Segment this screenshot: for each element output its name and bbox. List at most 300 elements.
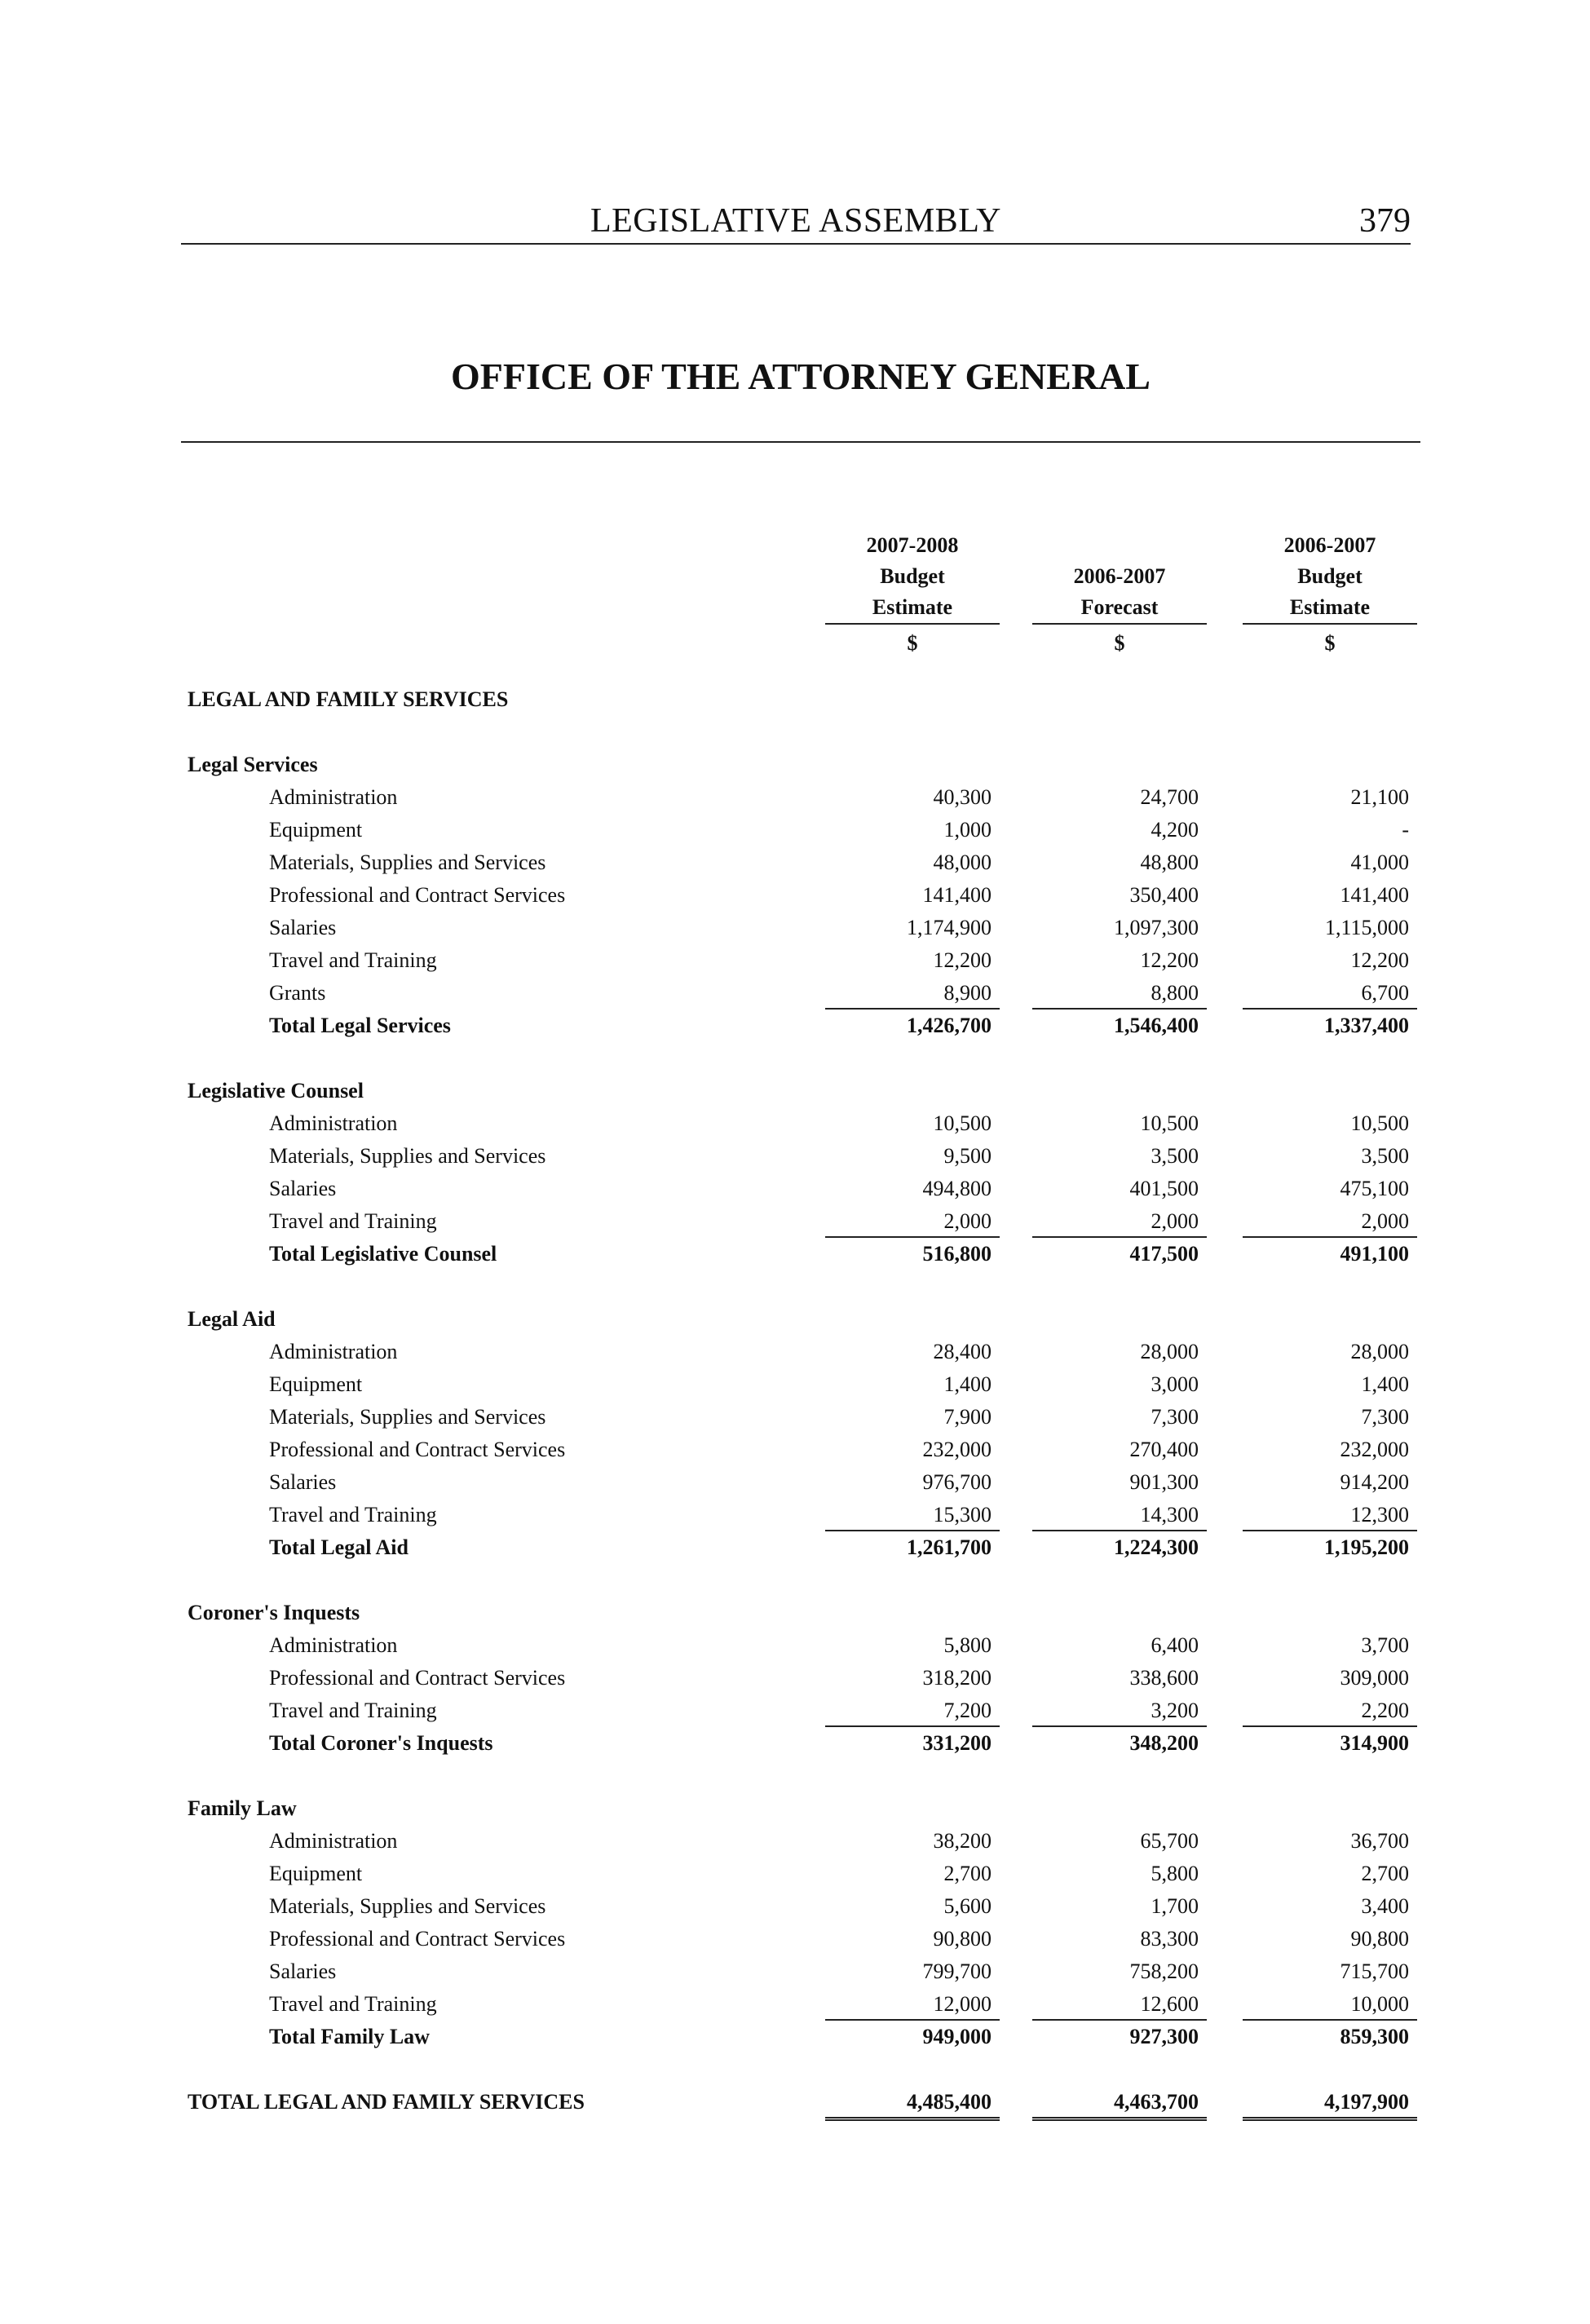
row-label-text: Equipment: [269, 818, 363, 842]
amount-cell: [1243, 1434, 1417, 1466]
amount-value: 5,800: [1151, 1862, 1199, 1885]
amount-cell: [825, 944, 1000, 977]
amount-cell: [1243, 1662, 1417, 1694]
total-row: [0, 1010, 1590, 1042]
table-row: [0, 846, 1590, 879]
group-heading: [0, 749, 1590, 781]
amount-cell: [1243, 1694, 1417, 1727]
amount-cell: [1243, 1727, 1417, 1760]
amount-value: -: [1402, 818, 1409, 842]
row-label-text: Administration: [269, 1829, 398, 1853]
amount-value: 40,300: [933, 785, 992, 809]
amount-value: 309,000: [1340, 1666, 1409, 1690]
amount-cell: [825, 1955, 1000, 1988]
table-row: [0, 1662, 1590, 1694]
table-row: [0, 1466, 1590, 1499]
amount-cell: [1032, 1890, 1207, 1923]
amount-cell: [1032, 1858, 1207, 1890]
running-header: [181, 199, 1411, 245]
amount-cell: [1243, 1336, 1417, 1368]
row-label-text: Travel and Training: [269, 1209, 437, 1233]
amount-value: 3,500: [1151, 1144, 1199, 1168]
row-label: [269, 1238, 814, 1270]
group-heading: [0, 1792, 1590, 1825]
amount-cell: [1032, 1140, 1207, 1173]
row-label: [269, 1466, 814, 1499]
amount-cell: [1032, 1434, 1207, 1466]
table-row: [0, 1858, 1590, 1890]
amount-cell: [825, 912, 1000, 944]
column-header-line: Estimate: [825, 592, 1000, 625]
row-label: [269, 1694, 814, 1727]
amount-value: 758,200: [1129, 1959, 1199, 1983]
amount-value: 475,100: [1340, 1177, 1409, 1200]
amount-cell: [825, 1662, 1000, 1694]
amount-cell: [1243, 1010, 1417, 1042]
amount-cell: [1032, 1629, 1207, 1662]
table-row: [0, 1629, 1590, 1662]
amount-value: 1,174,900: [907, 916, 992, 939]
amount-value: 338,600: [1129, 1666, 1199, 1690]
column-header-line: Estimate: [1243, 592, 1417, 625]
amount-cell: [825, 1140, 1000, 1173]
table-row: [0, 1694, 1590, 1727]
table-row: [0, 1923, 1590, 1955]
amount-value: 331,200: [922, 1731, 992, 1755]
amount-cell: [1032, 1825, 1207, 1858]
amount-cell: [1243, 1107, 1417, 1140]
amount-value: 2,700: [1361, 1862, 1409, 1885]
amount-cell: [1243, 1923, 1417, 1955]
amount-value: 348,200: [1129, 1731, 1199, 1755]
amount-value: 2,000: [1151, 1209, 1199, 1233]
row-label-text: Total Coroner's Inquests: [269, 1731, 493, 1755]
row-label: [269, 1205, 814, 1238]
amount-value: 1,546,400: [1114, 1014, 1199, 1037]
row-label: [269, 781, 814, 814]
table-row: [0, 912, 1590, 944]
row-label-text: Materials, Supplies and Services: [269, 1144, 546, 1168]
amount-cell: [1243, 1238, 1417, 1270]
amount-value: 3,000: [1151, 1372, 1199, 1396]
amount-cell: [1032, 1662, 1207, 1694]
grand-total-row: [0, 2086, 1590, 2119]
amount-cell: [825, 1434, 1000, 1466]
amount-cell: [825, 1466, 1000, 1499]
amount-value: 28,000: [1350, 1340, 1409, 1363]
amount-value: 7,200: [943, 1699, 992, 1722]
amount-value: 417,500: [1129, 1242, 1199, 1266]
row-label-text: Salaries: [269, 1959, 337, 1983]
amount-value: 1,400: [943, 1372, 992, 1396]
amount-value: 318,200: [922, 1666, 992, 1690]
amount-value: 83,300: [1140, 1927, 1199, 1951]
amount-cell: [825, 1107, 1000, 1140]
amount-cell: [825, 1694, 1000, 1727]
page-title: OFFICE OF THE ATTORNEY GENERAL: [451, 356, 1151, 397]
amount-value: 12,200: [933, 948, 992, 972]
amount-value: 2,000: [1361, 1209, 1409, 1233]
amount-cell: [1032, 1531, 1207, 1564]
row-label: [188, 1303, 732, 1336]
row-label-text: Salaries: [269, 1177, 337, 1200]
amount-value: 1,261,700: [907, 1535, 992, 1559]
table-row: [0, 1890, 1590, 1923]
amount-cell: [1032, 1466, 1207, 1499]
amount-cell: [1243, 1173, 1417, 1205]
row-label: [269, 1662, 814, 1694]
total-row: [0, 1531, 1590, 1564]
amount-cell: [1032, 1368, 1207, 1401]
row-label: [269, 2021, 814, 2053]
row-label: [269, 1890, 814, 1923]
total-row: [0, 1238, 1590, 1270]
amount-value: 949,000: [922, 2025, 992, 2048]
row-label: [269, 1173, 814, 1205]
amount-value: 491,100: [1340, 1242, 1409, 1266]
amount-value: 232,000: [922, 1438, 992, 1461]
amount-value: 65,700: [1140, 1829, 1199, 1853]
table-row: [0, 1434, 1590, 1466]
amount-value: 48,000: [933, 851, 992, 874]
amount-cell: [825, 846, 1000, 879]
row-label: [269, 977, 814, 1010]
amount-value: 6,700: [1361, 981, 1409, 1005]
row-label: [269, 879, 814, 912]
row-label-text: Total Legal Aid: [269, 1535, 409, 1559]
amount-cell: [1243, 2086, 1417, 2121]
amount-value: 715,700: [1340, 1959, 1409, 1983]
amount-value: 90,800: [1350, 1927, 1409, 1951]
amount-value: 90,800: [933, 1927, 992, 1951]
amount-value: 10,500: [933, 1111, 992, 1135]
amount-cell: [1243, 1825, 1417, 1858]
column-header-line: 2006-2007: [1283, 533, 1376, 557]
amount-cell: [1032, 1499, 1207, 1531]
row-label-text: TOTAL LEGAL AND FAMILY SERVICES: [188, 2090, 585, 2114]
amount-cell: [1243, 1955, 1417, 1988]
table-row: [0, 1173, 1590, 1205]
amount-cell: [1243, 879, 1417, 912]
amount-cell: [1243, 1890, 1417, 1923]
row-label: [269, 1727, 814, 1760]
amount-value: 1,700: [1151, 1894, 1199, 1918]
budget-table: [0, 683, 1590, 2119]
amount-cell: [1032, 2086, 1207, 2121]
amount-value: 5,600: [943, 1894, 992, 1918]
amount-value: 8,800: [1151, 981, 1199, 1005]
running-title: LEGISLATIVE ASSEMBLY: [590, 202, 1001, 240]
row-label-text: Travel and Training: [269, 948, 437, 972]
amount-value: 24,700: [1140, 785, 1199, 809]
row-label: [269, 1107, 814, 1140]
row-label-text: Family Law: [188, 1796, 297, 1820]
amount-value: 12,200: [1350, 948, 1409, 972]
column-header-line: 2006-2007: [1073, 564, 1166, 588]
row-label: [269, 912, 814, 944]
group-heading: [0, 1303, 1590, 1336]
row-label: [269, 1988, 814, 2021]
amount-value: 141,400: [1340, 883, 1409, 907]
amount-value: 28,400: [933, 1340, 992, 1363]
amount-value: 314,900: [1340, 1731, 1409, 1755]
row-label-text: Professional and Contract Services: [269, 883, 566, 907]
table-row: [0, 1825, 1590, 1858]
amount-cell: [825, 814, 1000, 846]
amount-cell: [825, 1173, 1000, 1205]
row-label: [188, 749, 732, 781]
table-row: [0, 1368, 1590, 1401]
column-header-line: Budget: [880, 564, 945, 588]
table-row: [0, 1401, 1590, 1434]
amount-cell: [1032, 1988, 1207, 2021]
row-label-text: Professional and Contract Services: [269, 1927, 566, 1951]
amount-value: 270,400: [1129, 1438, 1199, 1461]
row-label-text: Total Legal Services: [269, 1014, 451, 1037]
amount-value: 232,000: [1340, 1438, 1409, 1461]
row-label-text: Total Family Law: [269, 2025, 430, 2048]
amount-cell: [825, 1890, 1000, 1923]
amount-cell: [1243, 2021, 1417, 2053]
column-header-line: 2007-2008: [866, 533, 959, 557]
row-label-text: Legislative Counsel: [188, 1079, 364, 1102]
amount-value: 6,400: [1151, 1633, 1199, 1657]
amount-value: 14,300: [1140, 1503, 1199, 1527]
amount-value: 4,200: [1151, 818, 1199, 842]
amount-value: 3,400: [1361, 1894, 1409, 1918]
row-label: [269, 1955, 814, 1988]
row-label: [269, 1401, 814, 1434]
amount-cell: [1243, 1368, 1417, 1401]
row-label-text: Materials, Supplies and Services: [269, 1405, 546, 1429]
amount-cell: [1243, 912, 1417, 944]
amount-cell: [1032, 944, 1207, 977]
table-row: [0, 814, 1590, 846]
amount-value: 3,200: [1151, 1699, 1199, 1722]
amount-cell: [825, 1205, 1000, 1238]
amount-cell: [825, 977, 1000, 1010]
amount-cell: [1032, 1238, 1207, 1270]
row-label-text: Travel and Training: [269, 1699, 437, 1722]
row-label: [188, 1597, 732, 1629]
row-label-text: Materials, Supplies and Services: [269, 1894, 546, 1918]
amount-value: 901,300: [1129, 1470, 1199, 1494]
amount-cell: [825, 1401, 1000, 1434]
column-header-forecast-2006-2007: [1032, 530, 1207, 659]
row-label: [269, 1858, 814, 1890]
row-label: [269, 1629, 814, 1662]
row-label-text: Legal Aid: [188, 1307, 276, 1331]
amount-cell: [1243, 1401, 1417, 1434]
table-row: [0, 1336, 1590, 1368]
amount-value: 12,200: [1140, 948, 1199, 972]
title-divider: [181, 441, 1420, 443]
amount-cell: [825, 1499, 1000, 1531]
amount-value: 859,300: [1340, 2025, 1409, 2048]
amount-cell: [1243, 1499, 1417, 1531]
amount-cell: [825, 1923, 1000, 1955]
amount-cell: [825, 1988, 1000, 2021]
amount-cell: [825, 879, 1000, 912]
amount-value: 10,500: [1140, 1111, 1199, 1135]
group-heading: [0, 1075, 1590, 1107]
row-label-text: Travel and Training: [269, 1503, 437, 1527]
amount-cell: [1243, 1140, 1417, 1173]
amount-cell: [1032, 814, 1207, 846]
row-label: [269, 1140, 814, 1173]
row-label-text: Equipment: [269, 1862, 363, 1885]
amount-cell: [825, 2021, 1000, 2053]
amount-value: 1,115,000: [1324, 916, 1409, 939]
section-heading: [0, 683, 1590, 716]
amount-cell: [1243, 1629, 1417, 1662]
currency-symbol: $: [907, 631, 918, 655]
row-label-text: Administration: [269, 1340, 398, 1363]
row-label-text: Materials, Supplies and Services: [269, 851, 546, 874]
column-header-line: Forecast: [1032, 592, 1207, 625]
amount-value: 141,400: [922, 883, 992, 907]
amount-value: 7,300: [1361, 1405, 1409, 1429]
amount-cell: [1032, 977, 1207, 1010]
row-label-text: Professional and Contract Services: [269, 1438, 566, 1461]
amount-value: 914,200: [1340, 1470, 1409, 1494]
row-label: [269, 1434, 814, 1466]
amount-cell: [825, 1368, 1000, 1401]
amount-cell: [1032, 1923, 1207, 1955]
amount-value: 3,700: [1361, 1633, 1409, 1657]
column-header-budget-2007-2008: [825, 530, 1000, 659]
row-label-text: Equipment: [269, 1372, 363, 1396]
row-label: [269, 1825, 814, 1858]
amount-value: 1,337,400: [1324, 1014, 1409, 1037]
amount-cell: [1032, 1955, 1207, 1988]
amount-cell: [1032, 1205, 1207, 1238]
row-label-text: Total Legislative Counsel: [269, 1242, 497, 1266]
amount-value: 9,500: [943, 1144, 992, 1168]
column-header-line: [1032, 530, 1207, 561]
amount-cell: [825, 1858, 1000, 1890]
amount-cell: [1243, 1531, 1417, 1564]
table-row: [0, 1499, 1590, 1531]
column-header-budget-2006-2007: [1243, 530, 1417, 659]
amount-cell: [825, 1825, 1000, 1858]
amount-value: 5,800: [943, 1633, 992, 1657]
amount-value: 1,426,700: [907, 1014, 992, 1037]
column-header-line: Budget: [1297, 564, 1363, 588]
amount-cell: [825, 1336, 1000, 1368]
amount-cell: [1032, 2021, 1207, 2053]
amount-value: 15,300: [933, 1503, 992, 1527]
amount-value: 12,300: [1350, 1503, 1409, 1527]
row-label: [269, 1499, 814, 1531]
amount-value: 10,500: [1350, 1111, 1409, 1135]
row-label: [269, 1336, 814, 1368]
table-row: [0, 781, 1590, 814]
amount-value: 2,700: [943, 1862, 992, 1885]
row-label: [269, 944, 814, 977]
amount-value: 1,195,200: [1324, 1535, 1409, 1559]
amount-value: 516,800: [922, 1242, 992, 1266]
amount-value: 799,700: [922, 1959, 992, 1983]
amount-value: 7,900: [943, 1405, 992, 1429]
amount-value: 41,000: [1350, 851, 1409, 874]
row-label-text: Professional and Contract Services: [269, 1666, 566, 1690]
table-row: [0, 1955, 1590, 1988]
currency-symbol: $: [1114, 631, 1125, 655]
amount-value: 4,485,400: [907, 2090, 992, 2114]
amount-value: 1,097,300: [1114, 916, 1199, 939]
amount-cell: [825, 2086, 1000, 2121]
amount-cell: [1032, 1010, 1207, 1042]
amount-cell: [1032, 846, 1207, 879]
total-row: [0, 2021, 1590, 2053]
amount-cell: [1243, 977, 1417, 1010]
amount-cell: [1032, 1727, 1207, 1760]
amount-cell: [825, 1531, 1000, 1564]
amount-value: 21,100: [1350, 785, 1409, 809]
row-label: [269, 1010, 814, 1042]
group-heading: [0, 1597, 1590, 1629]
row-label: [269, 1923, 814, 1955]
amount-value: 494,800: [922, 1177, 992, 1200]
row-label: [269, 846, 814, 879]
table-row: [0, 977, 1590, 1010]
table-row: [0, 944, 1590, 977]
amount-value: 10,000: [1350, 1992, 1409, 2016]
amount-cell: [1032, 781, 1207, 814]
row-label: [269, 1531, 814, 1564]
row-label: [188, 1075, 732, 1107]
row-label: [188, 1792, 732, 1825]
amount-value: 976,700: [922, 1470, 992, 1494]
table-row: [0, 1205, 1590, 1238]
amount-cell: [825, 1238, 1000, 1270]
amount-cell: [1032, 912, 1207, 944]
amount-value: 1,000: [943, 818, 992, 842]
row-label-text: Grants: [269, 981, 326, 1005]
amount-cell: [1243, 781, 1417, 814]
section-heading-label: LEGAL AND FAMILY SERVICES: [188, 687, 509, 711]
amount-value: 4,197,900: [1324, 2090, 1409, 2114]
amount-cell: [1032, 1173, 1207, 1205]
amount-value: 38,200: [933, 1829, 992, 1853]
amount-cell: [825, 1727, 1000, 1760]
amount-value: 7,300: [1151, 1405, 1199, 1429]
page-number: 379: [1359, 202, 1411, 240]
table-row: [0, 879, 1590, 912]
table-row: [0, 1988, 1590, 2021]
amount-cell: [1032, 1694, 1207, 1727]
amount-value: 927,300: [1129, 2025, 1199, 2048]
amount-cell: [1243, 1205, 1417, 1238]
amount-cell: [1243, 846, 1417, 879]
amount-value: 4,463,700: [1114, 2090, 1199, 2114]
amount-cell: [1243, 1466, 1417, 1499]
amount-cell: [1243, 1858, 1417, 1890]
amount-value: 28,000: [1140, 1340, 1199, 1363]
row-label-text: Salaries: [269, 1470, 337, 1494]
amount-value: 3,500: [1361, 1144, 1409, 1168]
row-label-text: Travel and Training: [269, 1992, 437, 2016]
amount-value: 12,000: [933, 1992, 992, 2016]
amount-value: 48,800: [1140, 851, 1199, 874]
amount-cell: [1243, 944, 1417, 977]
amount-cell: [1032, 1401, 1207, 1434]
amount-value: 8,900: [943, 981, 992, 1005]
row-label-text: Salaries: [269, 916, 337, 939]
row-label-text: Administration: [269, 785, 398, 809]
table-row: [0, 1107, 1590, 1140]
